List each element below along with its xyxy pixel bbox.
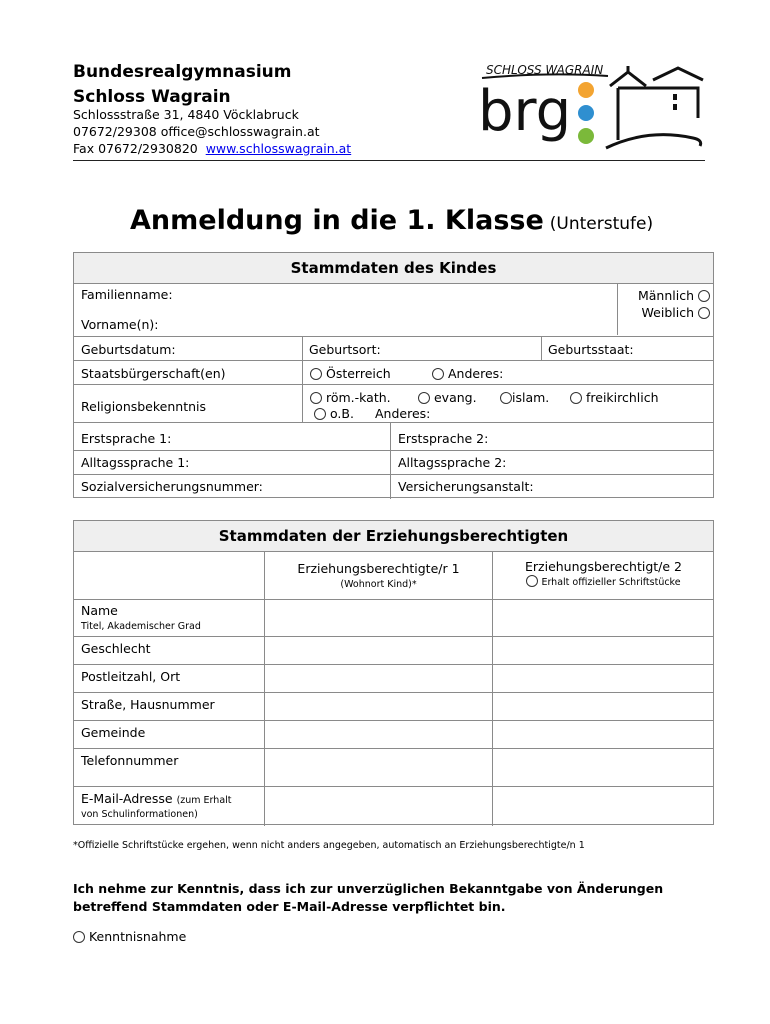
guardian2-official-docs-option[interactable] [493, 575, 714, 591]
vorname-field[interactable] [81, 317, 611, 333]
school-name-line2: Schloss Wagrain [73, 87, 231, 107]
familienname-field[interactable] [81, 287, 611, 307]
svnr-field[interactable] [81, 479, 263, 495]
gender-male-option[interactable] [622, 287, 710, 304]
geburtsdatum-field[interactable] [81, 342, 176, 358]
religion-romkath-label: röm.-kath. [325, 390, 391, 405]
logo-banner-text: SCHLOSS WAGRAIN [486, 63, 604, 77]
alltagssprache2-field[interactable] [398, 455, 506, 471]
footnote: *Offizielle Schriftstücke ergehen, wenn nicht anders angegeben, automatisch an Erziehungsberechtigte/n 1 [73, 840, 585, 851]
form-title-sub: (Unterstufe) [549, 214, 654, 234]
geburtsort-label: Geburtsort: [309, 342, 381, 357]
gender-options [622, 287, 710, 321]
school-address [73, 106, 351, 157]
child-data-table [73, 252, 714, 498]
guardian1-column-header [265, 561, 492, 593]
religion-label: Religionsbekenntnis [81, 399, 207, 414]
guardian2-column-header [493, 559, 714, 591]
citizenship-other-label: Anderes: [447, 366, 504, 381]
logo-letters: brg [478, 79, 572, 144]
header-divider [73, 160, 705, 161]
citizenship-austria-radio[interactable] [310, 368, 322, 380]
guardians-table [73, 520, 714, 825]
religion-islam-label: islam. [512, 390, 550, 405]
row-email [81, 792, 232, 822]
gender-female-radio[interactable] [698, 307, 710, 319]
gender-female-label: Weiblich [641, 305, 695, 320]
religion-evang-label: evang. [433, 390, 477, 405]
row-email-sublabel1: (zum Erhalt [176, 795, 232, 806]
gender-female-option[interactable] [622, 304, 710, 321]
religion-romkath-option[interactable] [310, 390, 391, 406]
religion-other-option[interactable] [375, 406, 430, 422]
religion-ob-option[interactable] [314, 406, 354, 422]
alltagssprache2-label: Alltagssprache 2: [398, 455, 507, 470]
erstsprache1-label: Erstsprache 1: [81, 431, 172, 446]
row-plz-label: Postleitzahl, Ort [81, 669, 181, 684]
guardian2-official-docs-radio[interactable] [526, 575, 538, 587]
school-name [73, 60, 292, 110]
row-email-sublabel2: von Schulinformationen) [81, 809, 198, 820]
alltagssprache1-field[interactable] [81, 455, 189, 471]
guardian1-header-label: Erziehungsberechtigte/r 1 [297, 561, 460, 576]
row-name-label: Name [81, 603, 118, 618]
religion-freikirchlich-label: freikirchlich [585, 390, 659, 405]
school-website-link[interactable]: www.schlosswagrain.at [205, 141, 352, 156]
erstsprache2-label: Erstsprache 2: [398, 431, 489, 446]
gender-male-label: Männlich [637, 288, 695, 303]
vorname-label: Vorname(n): [81, 317, 159, 332]
acknowledgement-line1: Ich nehme zur Kenntnis, dass ich zur unverzüglichen Bekanntgabe von Änderungen [73, 881, 664, 896]
logo-dot-green [578, 128, 594, 144]
religion-freikirchlich-radio[interactable] [570, 392, 582, 404]
staatsbuergerschaft-label: Staatsbürgerschaft(en) [81, 366, 226, 381]
gender-male-radio[interactable] [698, 290, 710, 302]
religion-evang-option[interactable] [418, 390, 477, 406]
versicherungsanstalt-label: Versicherungsanstalt: [398, 479, 534, 494]
religion-freikirchlich-option[interactable] [570, 390, 659, 406]
religion-islam-radio[interactable] [500, 392, 512, 404]
citizenship-austria-option[interactable] [310, 366, 391, 382]
religion-ob-radio[interactable] [314, 408, 326, 420]
guardian1-header-note: (Wohnort Kind)* [340, 579, 417, 590]
school-street: Schlossstraße 31, 4840 Vöcklabruck [73, 107, 299, 122]
row-gemeinde-label: Gemeinde [81, 725, 146, 740]
row-email-label: E-Mail-Adresse [81, 791, 173, 806]
logo-dot-blue [578, 105, 594, 121]
erstsprache2-field[interactable] [398, 431, 488, 447]
svnr-label: Sozialversicherungsnummer: [81, 479, 263, 494]
school-logo [478, 58, 704, 156]
citizenship-austria-label: Österreich [325, 366, 391, 381]
religion-other-label: Anderes: [375, 406, 431, 421]
school-phone-email: 07672/29308 office@schlosswagrain.at [73, 124, 320, 139]
school-fax-web [73, 140, 351, 157]
geburtsstaat-field[interactable] [548, 342, 634, 358]
acknowledgement-option[interactable] [73, 929, 186, 944]
row-geschlecht-label: Geschlecht [81, 641, 151, 656]
row-name [81, 603, 201, 635]
familienname-label: Familienname: [81, 287, 173, 302]
guardians-section-heading: Stammdaten der Erziehungsberechtigten [74, 521, 713, 551]
acknowledgement-line2: betreffend Stammdaten oder E-Mail-Adresse verpflichtet bin. [73, 899, 506, 914]
acknowledgement-radio[interactable] [73, 931, 85, 943]
religion-ob-label: o.B. [329, 406, 354, 421]
acknowledgement-label: Kenntnisnahme [88, 929, 187, 944]
citizenship-other-radio[interactable] [432, 368, 444, 380]
child-section-heading: Stammdaten des Kindes [74, 253, 713, 283]
versicherungsanstalt-field[interactable] [398, 479, 534, 495]
religion-romkath-radio[interactable] [310, 392, 322, 404]
guardian2-header-note: Erhalt offizieller Schriftstücke [541, 577, 681, 588]
form-title-main: Anmeldung in die 1. Klasse [130, 205, 544, 236]
geburtsstaat-label: Geburtsstaat: [548, 342, 634, 357]
row-name-sublabel: Titel, Akademischer Grad [81, 621, 201, 632]
row-telefon-label: Telefonnummer [81, 753, 179, 768]
row-strasse-label: Straße, Hausnummer [81, 697, 215, 712]
citizenship-other-option[interactable] [432, 366, 503, 382]
form-title [130, 205, 653, 236]
acknowledgement-text [73, 880, 713, 916]
alltagssprache1-label: Alltagssprache 1: [81, 455, 190, 470]
erstsprache1-field[interactable] [81, 431, 171, 447]
religion-islam-option[interactable] [500, 390, 549, 406]
school-name-line1: Bundesrealgymnasium [73, 62, 292, 82]
religion-evang-radio[interactable] [418, 392, 430, 404]
geburtsort-field[interactable] [309, 342, 381, 358]
guardian2-header-label: Erziehungsberechtigt/e 2 [525, 559, 682, 574]
logo-dot-orange [578, 82, 594, 98]
school-fax: Fax 07672/2930820 [73, 141, 198, 156]
geburtsdatum-label: Geburtsdatum: [81, 342, 176, 357]
